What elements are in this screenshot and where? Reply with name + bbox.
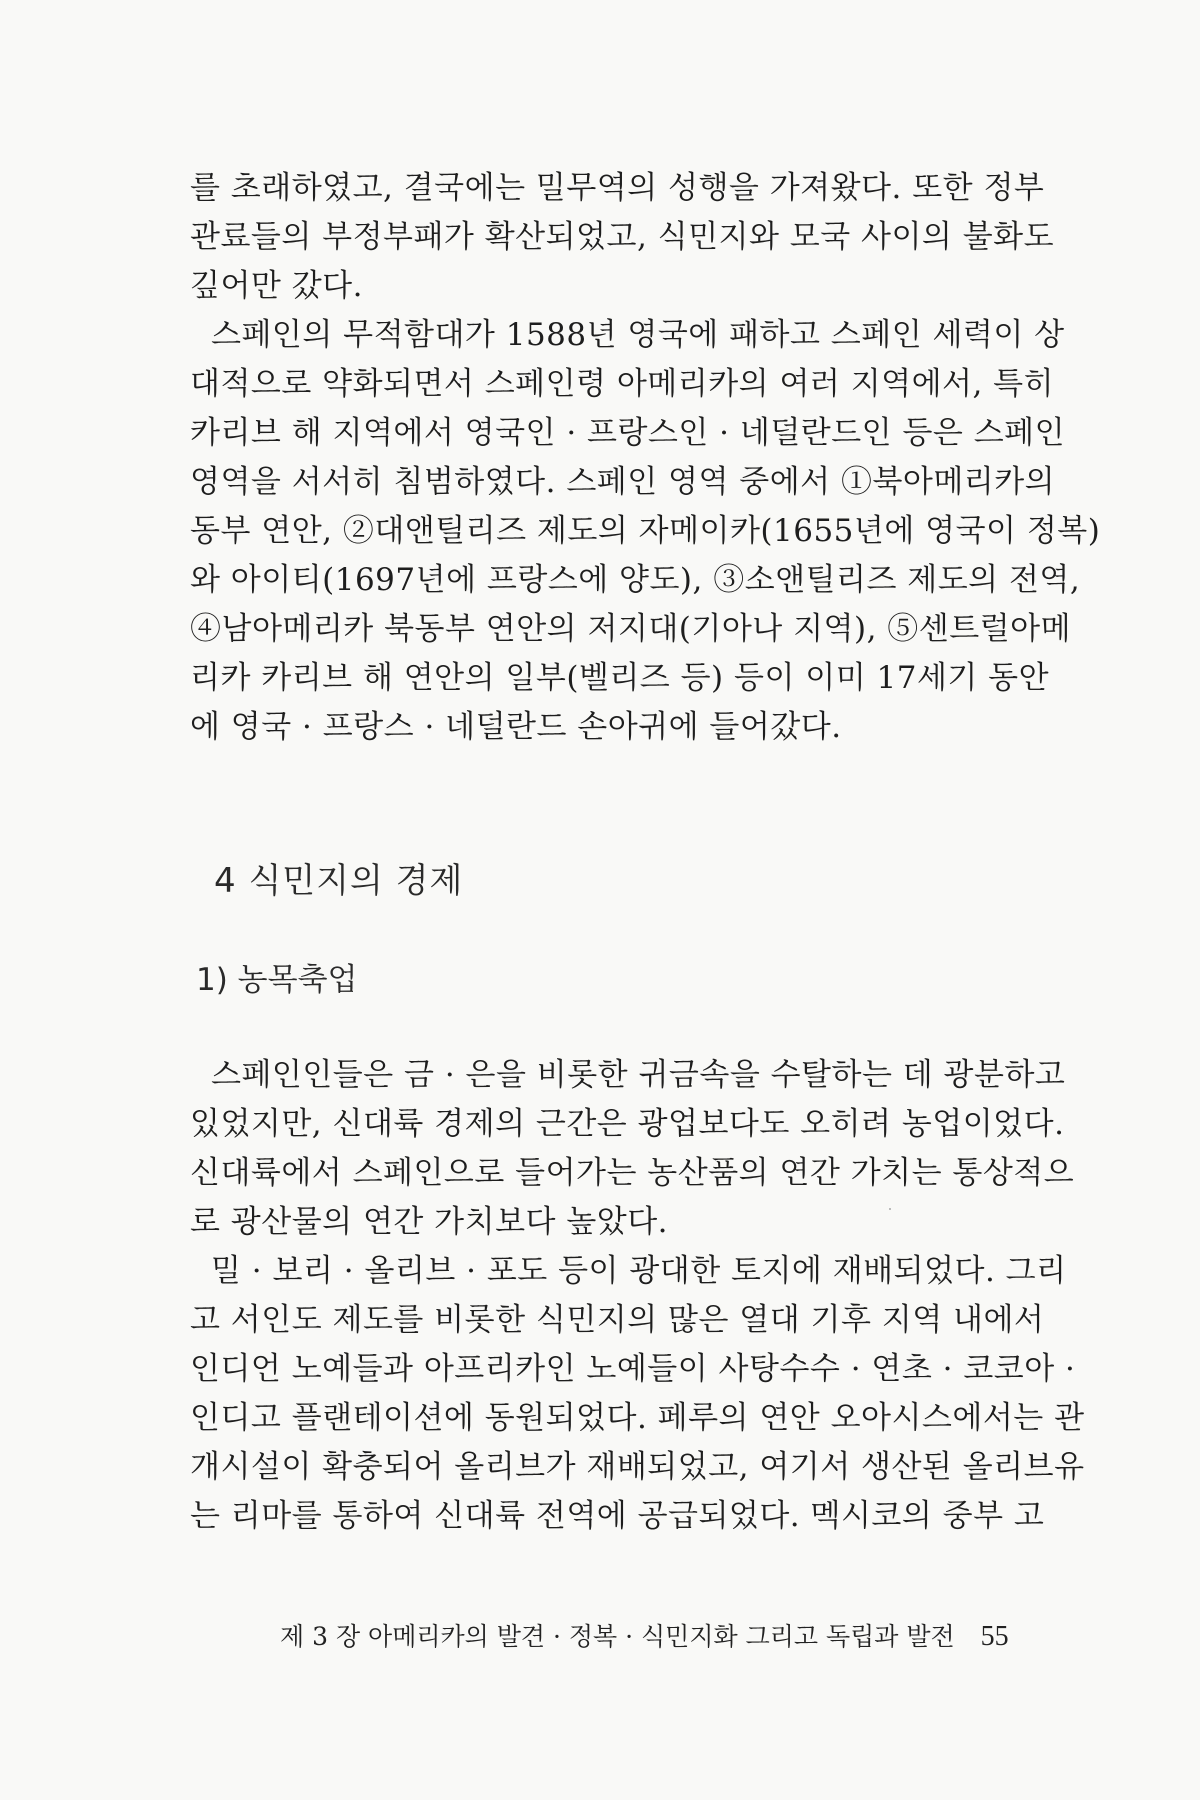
text-line: 인디언 노예들과 아프리카인 노예들이 사탕수수 · 연초 · 코코아 · xyxy=(190,1351,1076,1387)
text-line: 리카 카리브 해 연안의 일부(벨리즈 등) 등이 이미 17세기 동안 xyxy=(190,660,1050,696)
text-line: 에 영국 · 프랑스 · 네덜란드 손아귀에 들어갔다. xyxy=(190,709,842,745)
text-line: 개시설이 확충되어 올리브가 재배되었고, 여기서 생산된 올리브유 xyxy=(190,1449,1085,1485)
text-line: 스페인의 무적함대가 1588년 영국에 패하고 스페인 세력이 상 xyxy=(211,317,1065,353)
text-line: 동부 연안, ②대앤틸리즈 제도의 자메이카(1655년에 영국이 정복) xyxy=(190,513,1101,549)
text-line: ④남아메리카 북동부 연안의 저지대(기아나 지역), ⑤센트럴아메 xyxy=(190,611,1072,647)
scan-speck xyxy=(889,1208,891,1210)
text-line: 신대륙에서 스페인으로 들어가는 농산품의 연간 가치는 통상적으 xyxy=(190,1155,1075,1191)
text-line: 대적으로 약화되면서 스페인령 아메리카의 여러 지역에서, 특히 xyxy=(190,366,1055,402)
text-line: 와 아이티(1697년에 프랑스에 양도), ③소앤틸리즈 제도의 전역, xyxy=(190,562,1081,598)
page-number: 55 xyxy=(980,1621,1009,1652)
text-line: 깊어만 갔다. xyxy=(190,268,363,304)
text-line: 로 광산물의 연간 가치보다 높았다. xyxy=(190,1204,669,1240)
paragraph-block-colonial-decline xyxy=(190,164,1101,752)
text-line: 는 리마를 통하여 신대륙 전역에 공급되었다. 멕시코의 중부 고 xyxy=(190,1498,1045,1534)
running-footer xyxy=(280,1619,1009,1655)
paragraph-block-agriculture xyxy=(190,1051,1085,1541)
text-line: 를 초래하였고, 결국에는 밀무역의 성행을 가져왔다. 또한 정부 xyxy=(190,170,1045,206)
text-line: 관료들의 부정부패가 확산되었고, 식민지와 모국 사이의 불화도 xyxy=(190,219,1055,255)
text-line: 카리브 해 지역에서 영국인 · 프랑스인 · 네덜란드인 등은 스페인 xyxy=(190,415,1066,451)
section-heading: 4 식민지의 경제 xyxy=(214,861,464,901)
text-line: 밀 · 보리 · 올리브 · 포도 등이 광대한 토지에 재배되었다. 그리 xyxy=(211,1253,1067,1289)
subsection-heading: 1) 농목축업 xyxy=(196,962,358,998)
text-line: 고 서인도 제도를 비롯한 식민지의 많은 열대 기후 지역 내에서 xyxy=(190,1302,1045,1338)
text-line: 인디고 플랜테이션에 동원되었다. 페루의 연안 오아시스에서는 관 xyxy=(190,1400,1085,1436)
text-line: 스페인인들은 금 · 은을 비롯한 귀금속을 수탈하는 데 광분하고 xyxy=(211,1057,1066,1093)
text-line: 있었지만, 신대륙 경제의 근간은 광업보다도 오히려 농업이었다. xyxy=(190,1106,1065,1142)
text-line: 영역을 서서히 침범하였다. 스페인 영역 중에서 ①북아메리카의 xyxy=(190,464,1056,500)
running-title: 제 3 장 아메리카의 발견 · 정복 · 식민지화 그리고 독립과 발전 xyxy=(280,1622,955,1651)
